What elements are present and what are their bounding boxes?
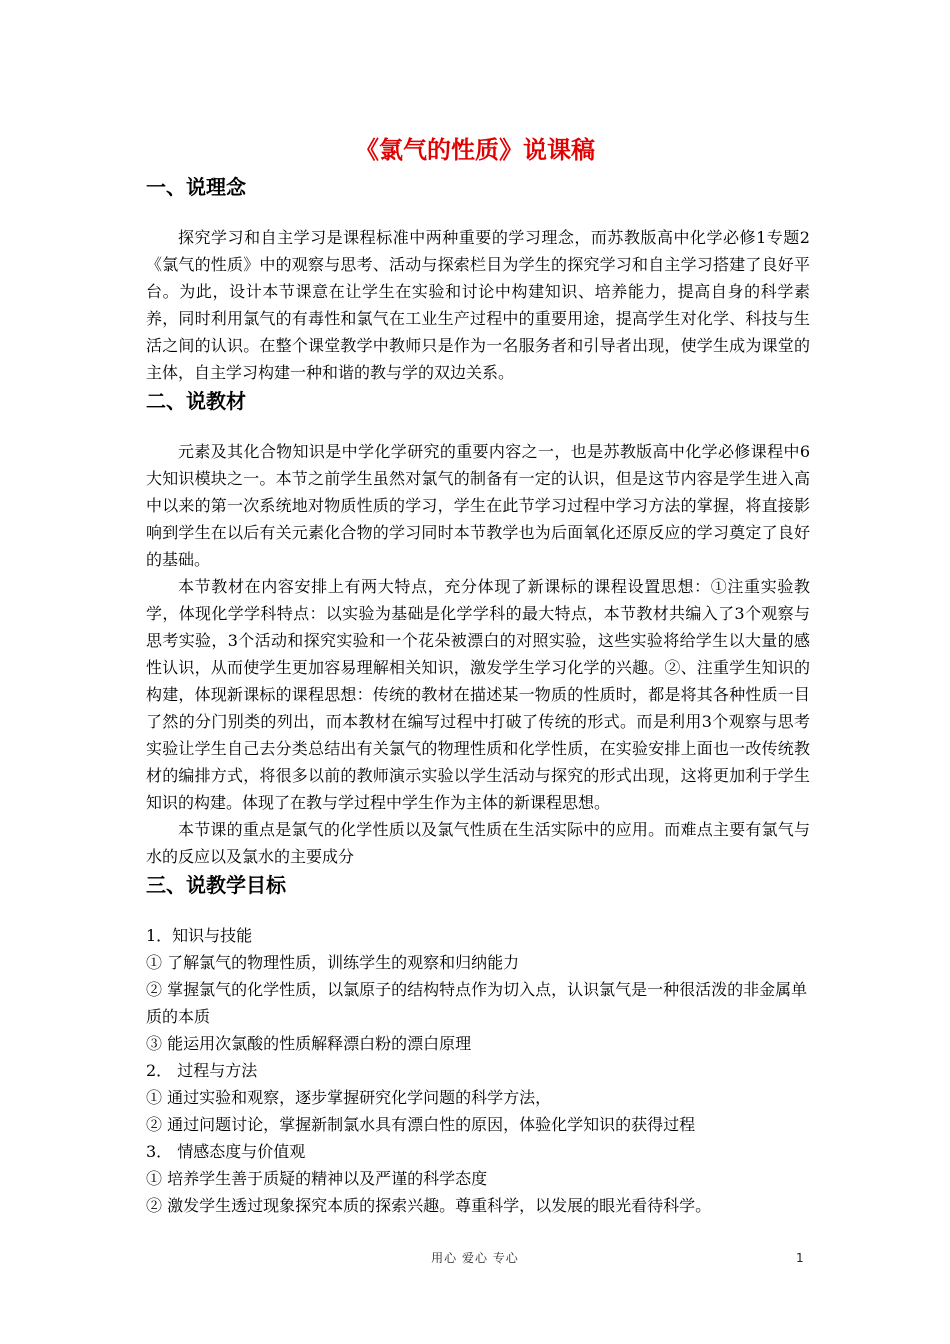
spacer (146, 900, 810, 922)
section-heading-objectives: 三、说教学目标 (146, 873, 286, 897)
objective-item: ① 通过实验和观察，逐步掌握研究化学问题的科学方法， (146, 1088, 552, 1107)
section-heading-philosophy: 一、说理念 (146, 175, 246, 199)
objective-item: ② 通过问题讨论，掌握新制氯水具有漂白性的原因，体验化学知识的获得过程 (146, 1115, 696, 1134)
spacer (146, 202, 810, 224)
objective-item: ② 激发学生透过现象探究本质的探索兴趣。尊重科学，以发展的眼光看待科学。 (146, 1196, 712, 1215)
page-number: 1 (796, 1251, 804, 1265)
objective-item: ② 掌握氯气的化学性质，以氯原子的结构特点作为切入点，认识氯气是一种很活泼的非金属单质的本质 (146, 980, 808, 1026)
footer-slogan: 用心 爱心 专心 (431, 1251, 519, 1265)
objective-category: 3． 情感态度与价值观 (146, 1142, 306, 1161)
document-title: 《氯气的性质》说课稿 (355, 136, 595, 164)
paragraph: 元素及其化合物知识是中学化学研究的重要内容之一，也是苏教版高中化学必修课程中6大知识模块之一。本节之前学生虽然对氯气的制备有一定的认识，但是这节内容是学生进入高中以来的第一次系统地对物质性质的学习，学生在此节学习过程中学习方法的掌握，将直接影响到学生在以后有关元素化合物的学习同时本节教学也为后面氧化还原反应的学习奠定了良好的基础。 (146, 442, 810, 569)
objective-item: ① 了解氯气的物理性质，训练学生的观察和归纳能力 (146, 953, 520, 972)
objective-category: 1．知识与技能 (146, 926, 253, 945)
objective-item: ③ 能运用次氯酸的性质解释漂白粉的漂白原理 (146, 1034, 472, 1053)
section-heading-textbook: 二、说教材 (146, 389, 246, 413)
objective-category: 2． 过程与方法 (146, 1061, 258, 1080)
paragraph: 探究学习和自主学习是课程标准中两种重要的学习理念，而苏教版高中化学必修1专题2《氯气的性质》中的观察与思考、活动与探索栏目为学生的探究学习和自主学习搭建了良好平台。为此，设计本节课意在让学生在实验和讨论中构建知识、培养能力，提高自身的科学素养，同时利用氯气的有毒性和氯气在工业生产过程中的重要用途，提高学生对化学、科技与生活之间的认识。在整个课堂教学中教师只是作为一名服务者和引导者出现，使学生成为课堂的主体，自主学习构建一种和谐的教与学的双边关系。 (146, 228, 810, 382)
paragraph: 本节教材在内容安排上有两大特点，充分体现了新课标的课程设置思想：①注重实验教学，体现化学学科特点：以实验为基础是化学学科的最大特点，本节教材共编入了3个观察与思考实验，3个活动和探究实验和一个花朵被漂白的对照实验，这些实验将给学生以大量的感性认识，从而使学生更加容易理解相关知识，激发学生学习化学的兴趣。②、注重学生知识的构建，体现新课标的课程思想：传统的教材在描述某一物质的性质时，都是将其各种性质一目了然的分门别类的列出，而本教材在编写过程中打破了传统的形式。而是利用3个观察与思考实验让学生自己去分类总结出有关氯气的物理性质和化学性质，在实验安排上面也一改传统教材的编排方式，将很多以前的教师演示实验以学生活动与探究的形式出现，这将更加利于学生知识的构建。体现了在教与学过程中学生作为主体的新课程思想。 (146, 577, 810, 812)
paragraph: 本节课的重点是氯气的化学性质以及氯气性质在生活实际中的应用。而难点主要有氯气与水的反应以及氯水的主要成分 (146, 820, 810, 866)
objective-item: ① 培养学生善于质疑的精神以及严谨的科学态度 (146, 1169, 488, 1188)
spacer (146, 416, 810, 438)
document-body (146, 172, 810, 1219)
